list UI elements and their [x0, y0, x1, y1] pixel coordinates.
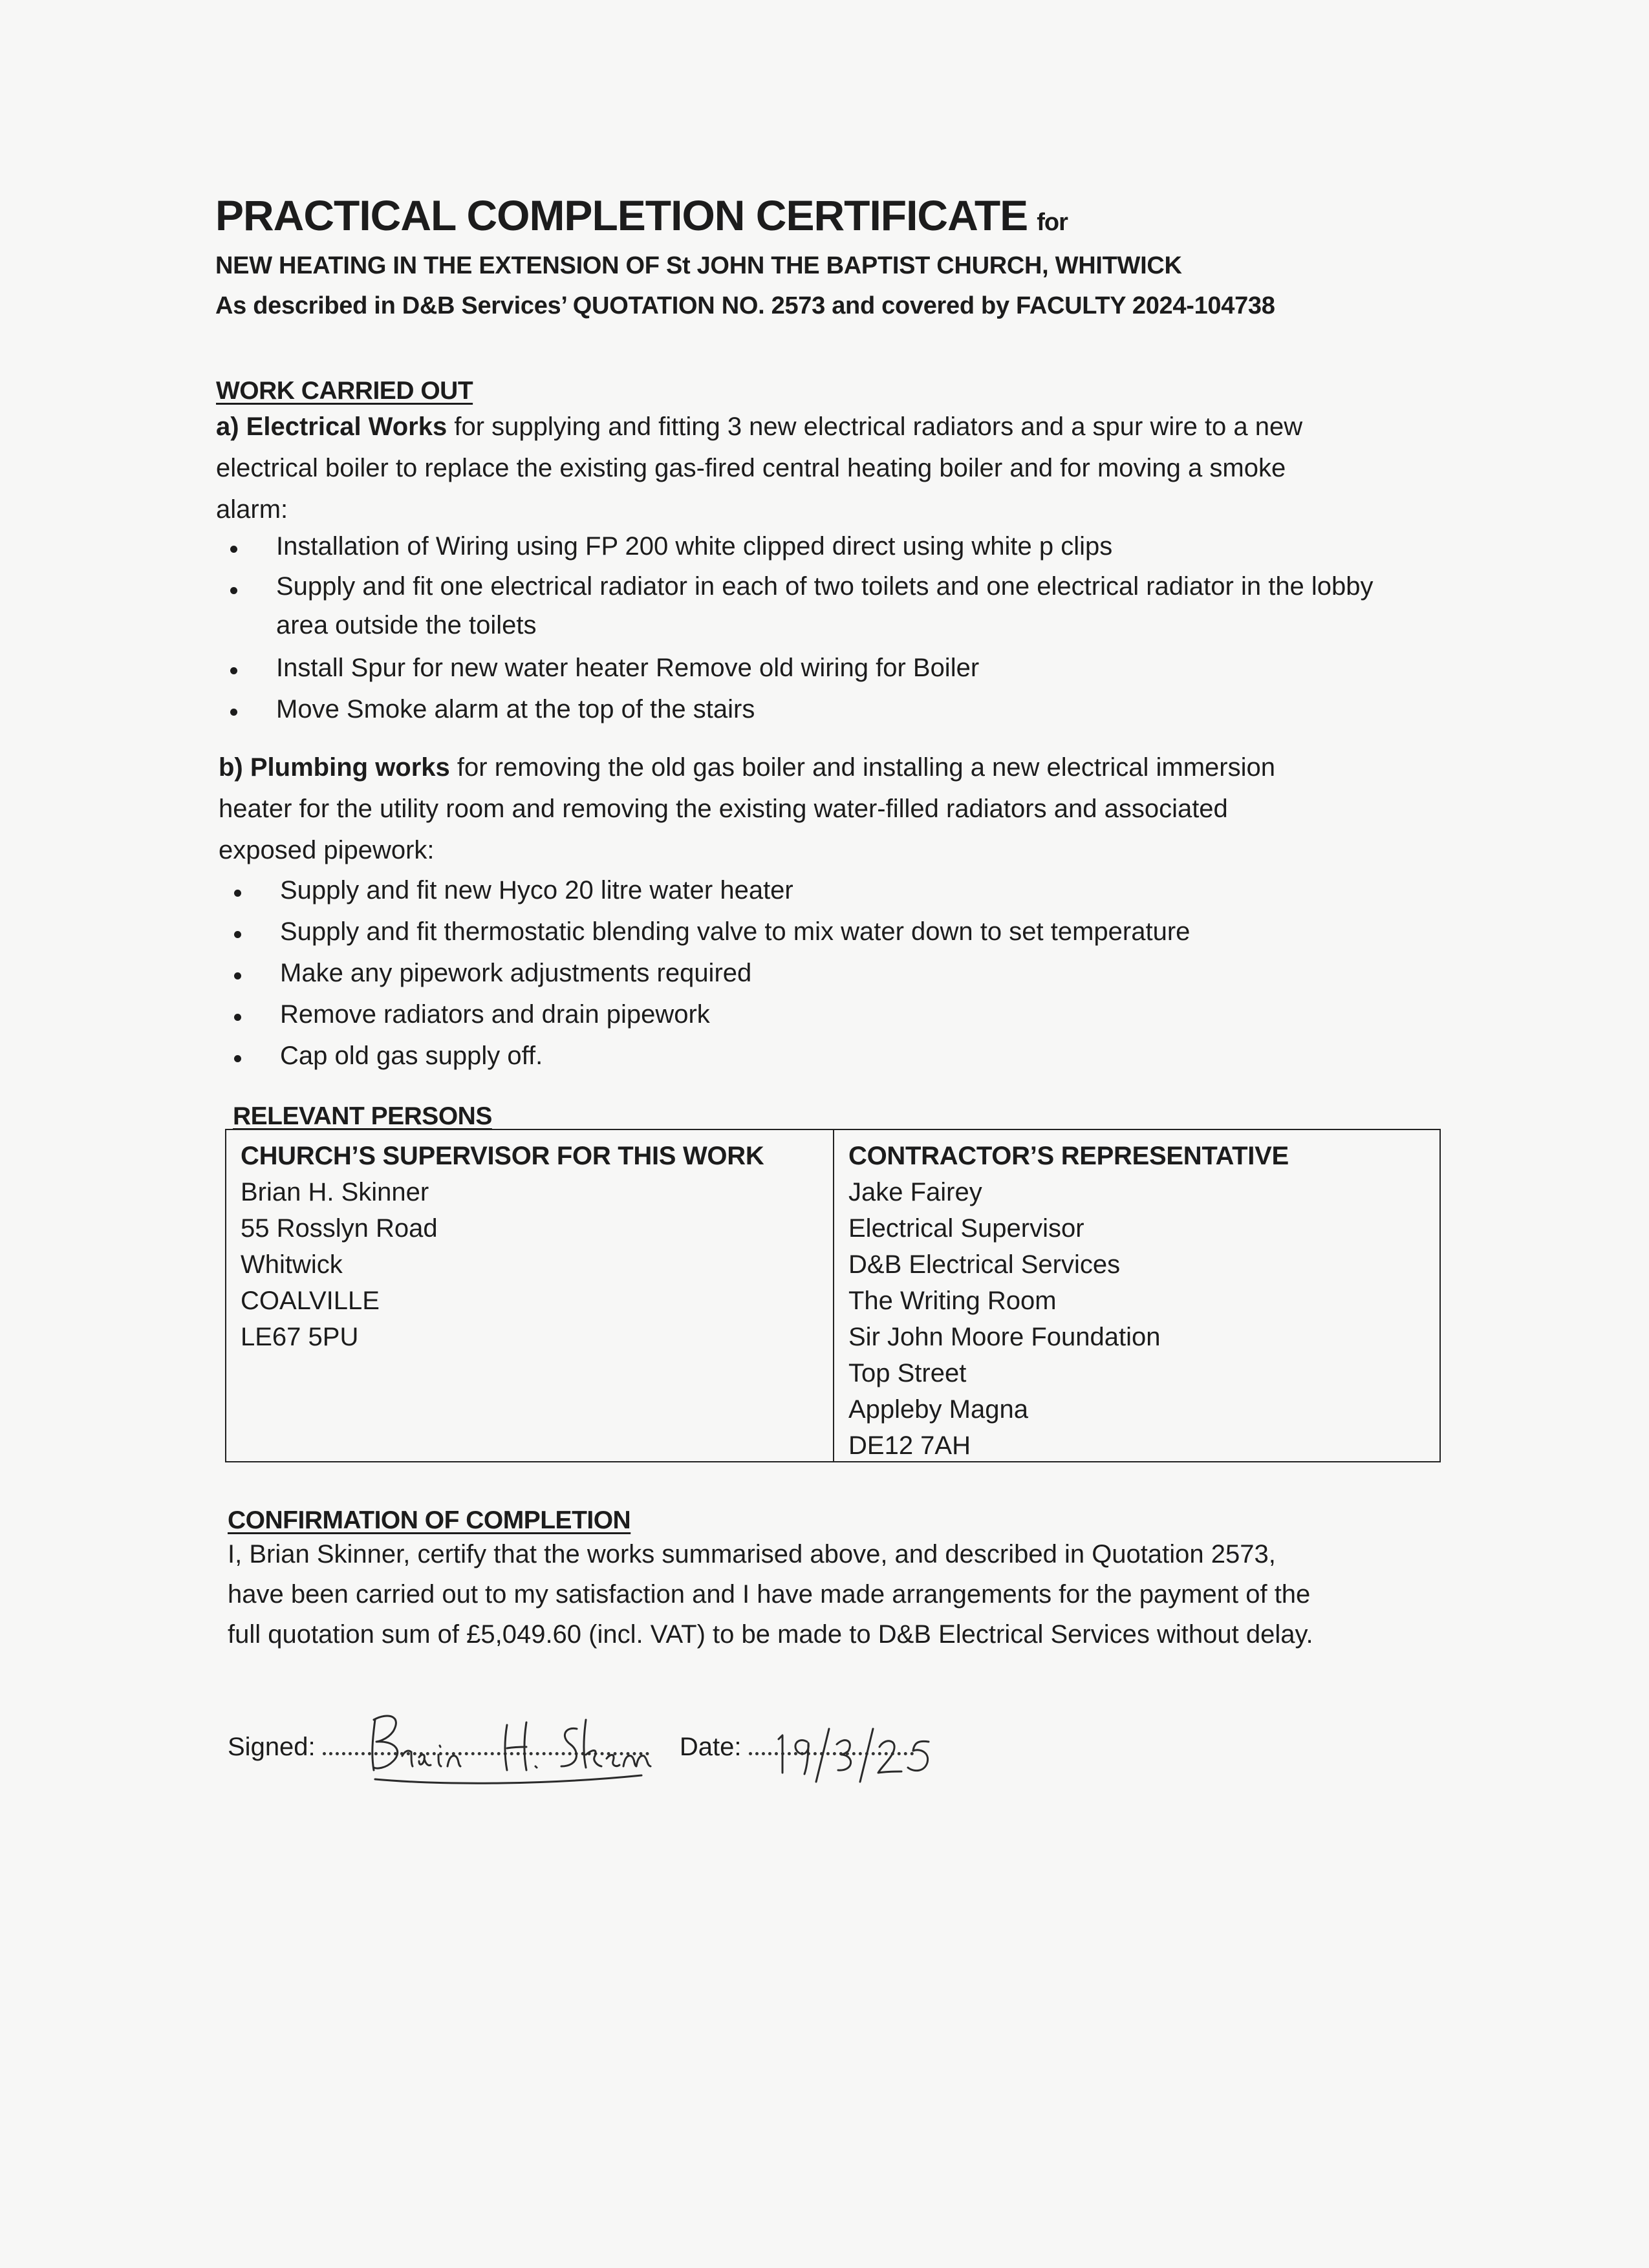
supervisor-line: COALVILLE — [241, 1287, 380, 1315]
list-item: Supply and fit thermostatic blending valve to mix water down to set temperature — [220, 911, 1449, 952]
confirmation-line-3: full quotation sum of £5,049.60 (incl. VAT) to be made to D&B Electrical Services without delay. — [228, 1620, 1313, 1649]
work-heading: WORK CARRIED OUT — [216, 377, 473, 405]
electrical-intro — [216, 406, 1445, 530]
contractor-line: DE12 7AH — [848, 1431, 971, 1460]
confirmation-heading: CONFIRMATION OF COMPLETION — [228, 1506, 631, 1534]
list-item: Cap old gas supply off. — [220, 1035, 1449, 1076]
supervisor-line: Brian H. Skinner — [241, 1178, 429, 1206]
list-item: Remove radiators and drain pipework — [220, 994, 1449, 1035]
list-item: Supply and fit one electrical radiator in each of two toilets and one electrical radiator in the lobby area outside the toilets — [216, 567, 1445, 645]
electrical-bullet-list — [216, 526, 1445, 730]
list-item: Make any pipework adjustments required — [220, 952, 1449, 994]
electrical-intro-line-3: alarm: — [216, 495, 288, 524]
subtitle-project: NEW HEATING IN THE EXTENSION OF St JOHN THE BAPTIST CHURCH, WHITWICK — [215, 252, 1182, 279]
date-label: Date: — [679, 1733, 742, 1761]
certificate-title — [215, 191, 1068, 240]
confirmation-line-1: I, Brian Skinner, certify that the works summarised above, and described in Quotation 2573, — [228, 1540, 1276, 1568]
electrical-intro-line-1: for supplying and fitting 3 new electrical radiators and a spur wire to a new — [447, 412, 1303, 441]
supervisor-column — [226, 1130, 833, 1461]
supervisor-line: 55 Rosslyn Road — [241, 1214, 438, 1243]
persons-heading: RELEVANT PERSONS — [233, 1102, 492, 1130]
electrical-intro-line-2: electrical boiler to replace the existing gas-fired central heating boiler and for moving a smoke — [216, 454, 1286, 482]
list-item: Install Spur for new water heater Remove old wiring for Boiler — [216, 647, 1445, 689]
confirmation-text — [228, 1534, 1489, 1654]
plumbing-intro — [219, 747, 1447, 871]
title-suffix: for — [1037, 209, 1068, 236]
contractor-line: Jake Fairey — [848, 1178, 982, 1206]
contractor-line: The Writing Room — [848, 1287, 1057, 1315]
plumbing-intro-line-1: for removing the old gas boiler and installing a new electrical immersion — [449, 753, 1275, 782]
contractor-line: Electrical Supervisor — [848, 1214, 1084, 1243]
contractor-line: Sir John Moore Foundation — [848, 1323, 1161, 1351]
contractor-heading: CONTRACTOR’S REPRESENTATIVE — [848, 1142, 1289, 1170]
supervisor-line: LE67 5PU — [241, 1323, 359, 1351]
relevant-persons-table — [225, 1129, 1441, 1462]
contractor-column — [833, 1130, 1439, 1461]
confirmation-line-2: have been carried out to my satisfaction and I have made arrangements for the payment of the — [228, 1580, 1311, 1609]
list-item: Move Smoke alarm at the top of the stairs — [216, 689, 1445, 730]
supervisor-line: Whitwick — [241, 1250, 343, 1279]
signed-label: Signed: — [228, 1733, 316, 1761]
electrical-lead: a) Electrical Works — [216, 412, 447, 441]
contractor-line: D&B Electrical Services — [848, 1250, 1121, 1279]
subtitle-quotation: As described in D&B Services’ QUOTATION NO. 2573 and covered by FACULTY 2024-104738 — [215, 292, 1275, 319]
list-item: Supply and fit new Hyco 20 litre water heater — [220, 870, 1449, 911]
plumbing-intro-line-2: heater for the utility room and removing the existing water-filled radiators and associated — [219, 795, 1228, 823]
contractor-line: Appleby Magna — [848, 1395, 1028, 1424]
list-item: Installation of Wiring using FP 200 white clipped direct using white p clips — [216, 526, 1445, 567]
contractor-line: Top Street — [848, 1359, 967, 1387]
title-main: PRACTICAL COMPLETION CERTIFICATE — [215, 191, 1028, 239]
plumbing-lead: b) Plumbing works — [219, 753, 450, 782]
handwritten-signature — [357, 1694, 667, 1791]
supervisor-heading: CHURCH’S SUPERVISOR FOR THIS WORK — [241, 1142, 764, 1170]
plumbing-intro-line-3: exposed pipework: — [219, 836, 435, 864]
handwritten-date — [770, 1720, 938, 1784]
plumbing-bullet-list — [220, 870, 1449, 1076]
